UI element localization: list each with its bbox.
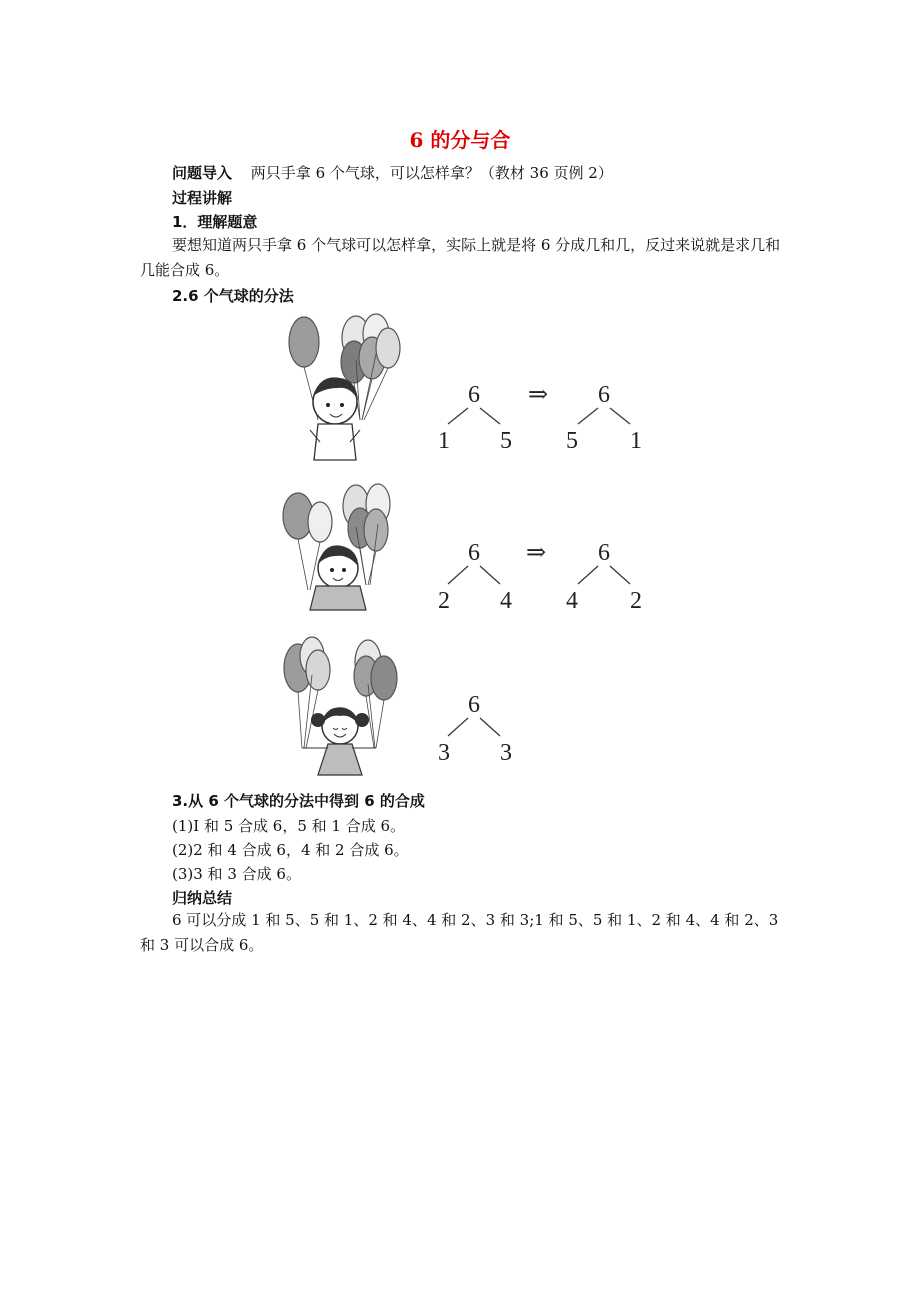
tree1-right: 5 xyxy=(500,428,512,454)
summary-text: 6 可以分成 1 和 5、5 和 1、2 和 4、4 和 2、3 和 3;1 和 5、5 和 1、2 和 4、4 和 2、3 和 3 可以合成 6。 xyxy=(140,911,779,954)
tree2-left: 2 xyxy=(438,588,450,614)
tree1-top: 6 xyxy=(468,382,480,408)
intro-text: 两只手拿 6 个气球，可以怎样拿？（教材 36 页例 2） xyxy=(250,164,613,182)
tree3-top: 6 xyxy=(468,692,480,718)
tree1-left: 1 xyxy=(438,428,450,454)
tree3-right: 3 xyxy=(500,740,512,766)
step3-item-2: (2)2 和 4 合成 6，4 和 2 合成 6。 xyxy=(172,841,409,859)
intro-line xyxy=(172,162,613,183)
tree3-left: 3 xyxy=(438,740,450,766)
split-diagram-2 xyxy=(430,538,660,628)
process-heading: 过程讲解 xyxy=(172,189,233,207)
figure-split-2-4 xyxy=(280,480,660,630)
tree2-arrow: ⇒ xyxy=(525,540,547,566)
intro-label: 问题导入 xyxy=(172,164,233,182)
tree1-arrow: ⇒ xyxy=(527,382,549,408)
step3-item-3: (3)3 和 3 合成 6。 xyxy=(172,865,301,883)
step3-heading: 3.从 6 个气球的分法中得到 6 的合成 xyxy=(172,792,425,810)
step2-heading: 2.6 个气球的分法 xyxy=(172,287,294,305)
tree1b-right: 1 xyxy=(630,428,642,454)
tree1b-left: 5 xyxy=(566,428,578,454)
tree1b-top: 6 xyxy=(598,382,610,408)
tree2b-right: 2 xyxy=(630,588,642,614)
tree2b-top: 6 xyxy=(598,540,610,566)
figure-split-1-5 xyxy=(280,310,660,460)
tree2b-left: 4 xyxy=(566,588,578,614)
summary-heading: 归纳总结 xyxy=(172,889,233,907)
tree2-right: 4 xyxy=(500,588,512,614)
page-title: 6 的分与合 xyxy=(409,128,511,152)
step3-item-1: (1)I 和 5 合成 6，5 和 1 合成 6。 xyxy=(172,817,406,835)
split-diagram-3 xyxy=(430,688,550,778)
step1-heading: 1．理解题意 xyxy=(172,213,258,231)
tree2-top: 6 xyxy=(468,540,480,566)
step1-text: 要想知道两只手拿 6 个气球可以怎样拿，实际上就是将 6 分成几和几，反过来说就是求几和几能合成 6。 xyxy=(140,236,781,279)
figure-split-3-3 xyxy=(280,630,660,780)
split-diagram-1 xyxy=(430,372,660,462)
